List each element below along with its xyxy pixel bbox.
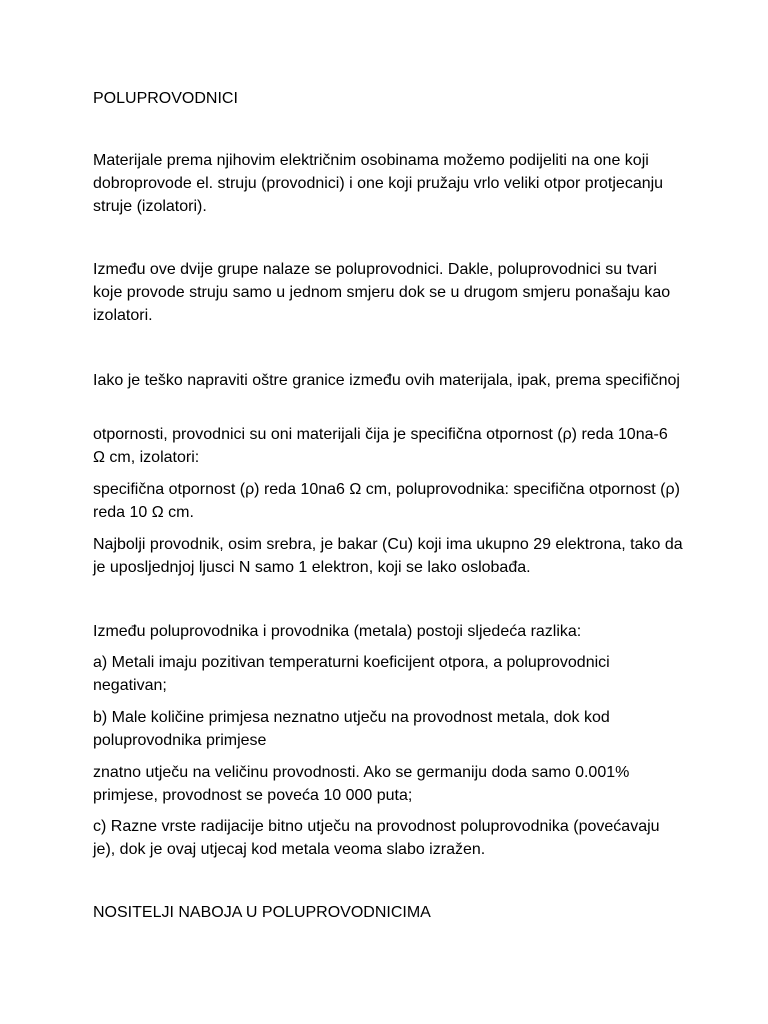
paragraph: Između ove dvije grupe nalaze se poluprovodnici. Dakle, poluprovodnici su tvari koje provode struju samo u jednom smjeru dok se u drugom smjeru ponašaju kao izolatori. [93, 261, 671, 324]
paragraph: Materijale prema njihovim električnim osobinama možemo podijeliti na one koji dobroprovode el. struju (provodnici) i one koji pružaju vrlo veliki otpor protjecanju struje (izolatori). [93, 152, 664, 215]
list-item: c) Razne vrste radijacije bitno utječu na provodnost poluprovodnika (povećavaju je), dok je ovaj utjecaj kod metala veoma slabo izražen. [93, 818, 660, 858]
list-item: a) Metali imaju pozitivan temperaturni koeficijent otpora, a poluprovodnici negativan; [93, 654, 610, 694]
paragraph: otpornosti, provodnici su oni materijali čija je specifična otpornost (ρ) reda 10na-6 Ω cm, izolatori: [93, 426, 668, 466]
heading-nositelji-naboja: NOSITELJI NABOJA U POLUPROVODNICIMA [93, 904, 431, 921]
heading-poluprovodnici: POLUPROVODNICI [93, 90, 238, 107]
paragraph: znatno utječu na veličinu provodnosti. Ako se germaniju doda samo 0.001% primjese, provodnost se poveća 10 000 puta; [93, 764, 630, 804]
paragraph: Između poluprovodnika i provodnika (metala) postoji sljedeća razlika: [93, 623, 582, 640]
paragraph: Najbolji provodnik, osim srebra, je bakar (Cu) koji ima ukupno 29 elektrona, tako da je uposljednjoj ljusci N samo 1 elektron, koji se lako oslobađa. [93, 536, 683, 576]
paragraph: specifična otpornost (ρ) reda 10na6 Ω cm, poluprovodnika: specifična otpornost (ρ) reda 10 Ω cm. [93, 481, 680, 521]
list-item: b) Male količine primjesa neznatno utječu na provodnost metala, dok kod poluprovodnika primjese [93, 709, 610, 749]
paragraph: Iako je teško napraviti oštre granice između ovih materijala, ipak, prema specifičnoj [93, 372, 680, 389]
